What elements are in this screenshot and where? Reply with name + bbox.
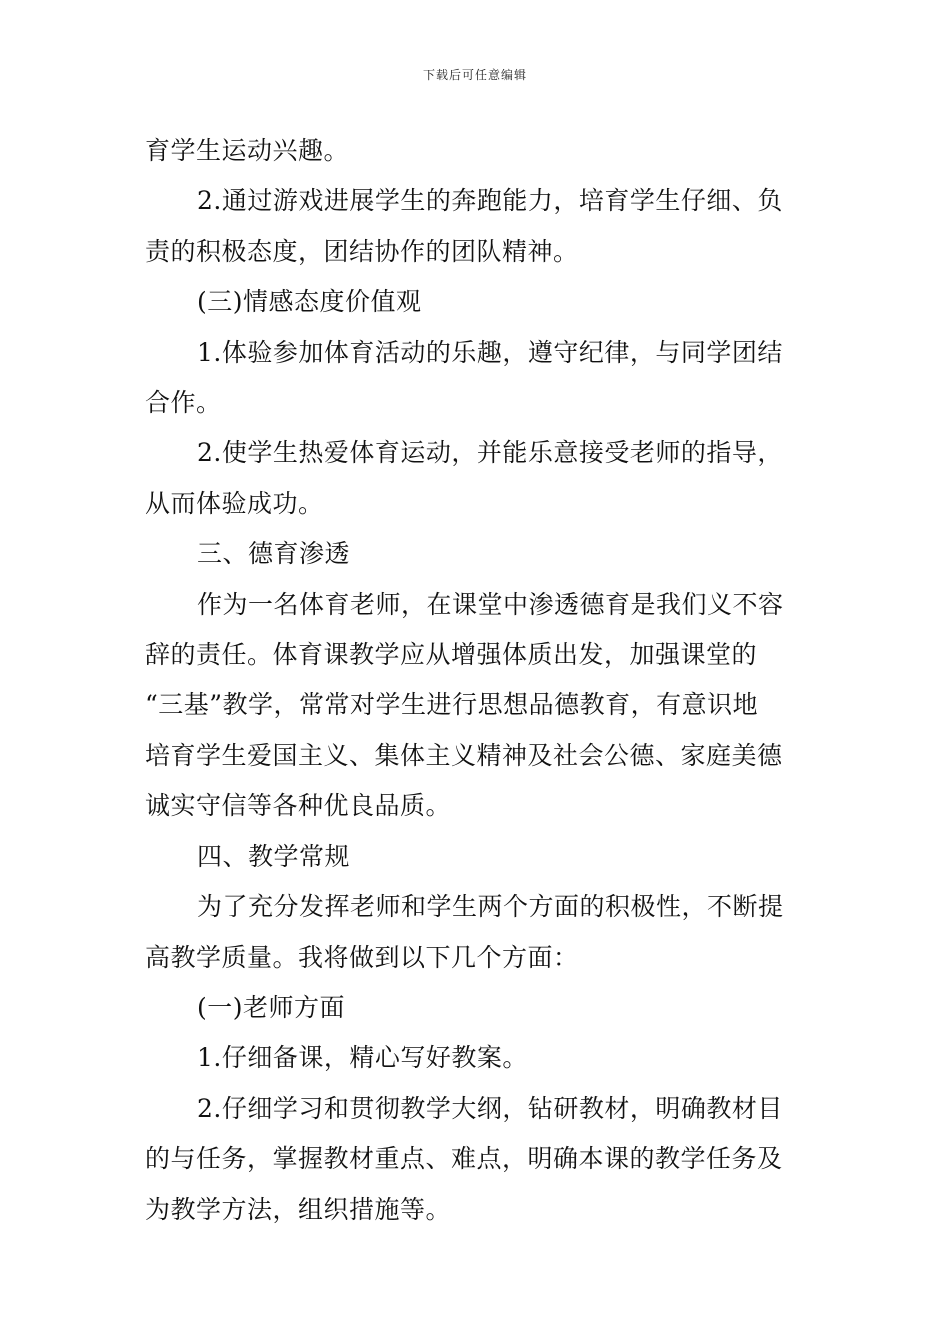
- paragraph-11: [145, 1033, 807, 1083]
- text-line: 为教学方法，组织措施等。: [145, 1194, 452, 1224]
- paragraph-5: [145, 428, 807, 529]
- text-line: 责的积极态度，团结协作的团队精神。: [145, 236, 579, 266]
- paragraph-4: [145, 328, 807, 429]
- paragraph-7: [145, 580, 807, 832]
- text-line: (一)老师方面: [197, 992, 346, 1022]
- page-header: 下载后可任意编辑: [422, 68, 527, 82]
- paragraph-1: [145, 126, 807, 176]
- text-line: 合作。: [145, 388, 222, 418]
- section-heading-teacher: [145, 983, 807, 1033]
- text-line: 诚实守信等各种优良品质。: [145, 791, 452, 821]
- document-body: [145, 126, 807, 1235]
- text-line: 1.体验参加体育活动的乐趣，遵守纪律，与同学团结: [197, 337, 783, 367]
- text-line: 辞的责任。体育课教学应从增强体质出发，加强课堂的: [145, 640, 758, 670]
- text-line: 1.仔细备课，精心写好教案。: [197, 1043, 528, 1073]
- paragraph-9: [145, 882, 807, 983]
- text-line: “三基”教学，常常对学生进行思想品德教育，有意识地: [145, 690, 759, 720]
- paragraph-2: [145, 176, 807, 277]
- text-line: 培育学生爱国主义、集体主义精神及社会公德、家庭美德: [145, 740, 783, 770]
- text-line: (三)情感态度价值观: [197, 287, 422, 317]
- text-line: 高教学质量。我将做到以下几个方面：: [145, 942, 579, 972]
- text-line: 2.使学生热爱体育运动，并能乐意接受老师的指导，: [197, 438, 783, 468]
- paragraph-12: [145, 1084, 807, 1235]
- section-heading-moral: [145, 529, 807, 579]
- text-line: 四、教学常规: [197, 841, 351, 871]
- text-line: 育学生运动兴趣。: [145, 136, 350, 165]
- section-heading-emotion: [145, 277, 807, 327]
- text-line: 为了充分发挥老师和学生两个方面的积极性，不断提: [197, 892, 784, 922]
- section-heading-routine: [145, 832, 807, 882]
- text-line: 从而体验成功。: [145, 488, 324, 518]
- text-line: 的与任务，掌握教材重点、难点，明确本课的教学任务及: [145, 1144, 783, 1174]
- text-line: 2.通过游戏进展学生的奔跑能力，培育学生仔细、负: [197, 186, 783, 216]
- text-line: 作为一名体育老师，在课堂中渗透德育是我们义不容: [197, 589, 784, 619]
- text-line: 2.仔细学习和贯彻教学大纲，钻研教材，明确教材目: [197, 1093, 783, 1123]
- text-line: 三、德育渗透: [197, 539, 351, 569]
